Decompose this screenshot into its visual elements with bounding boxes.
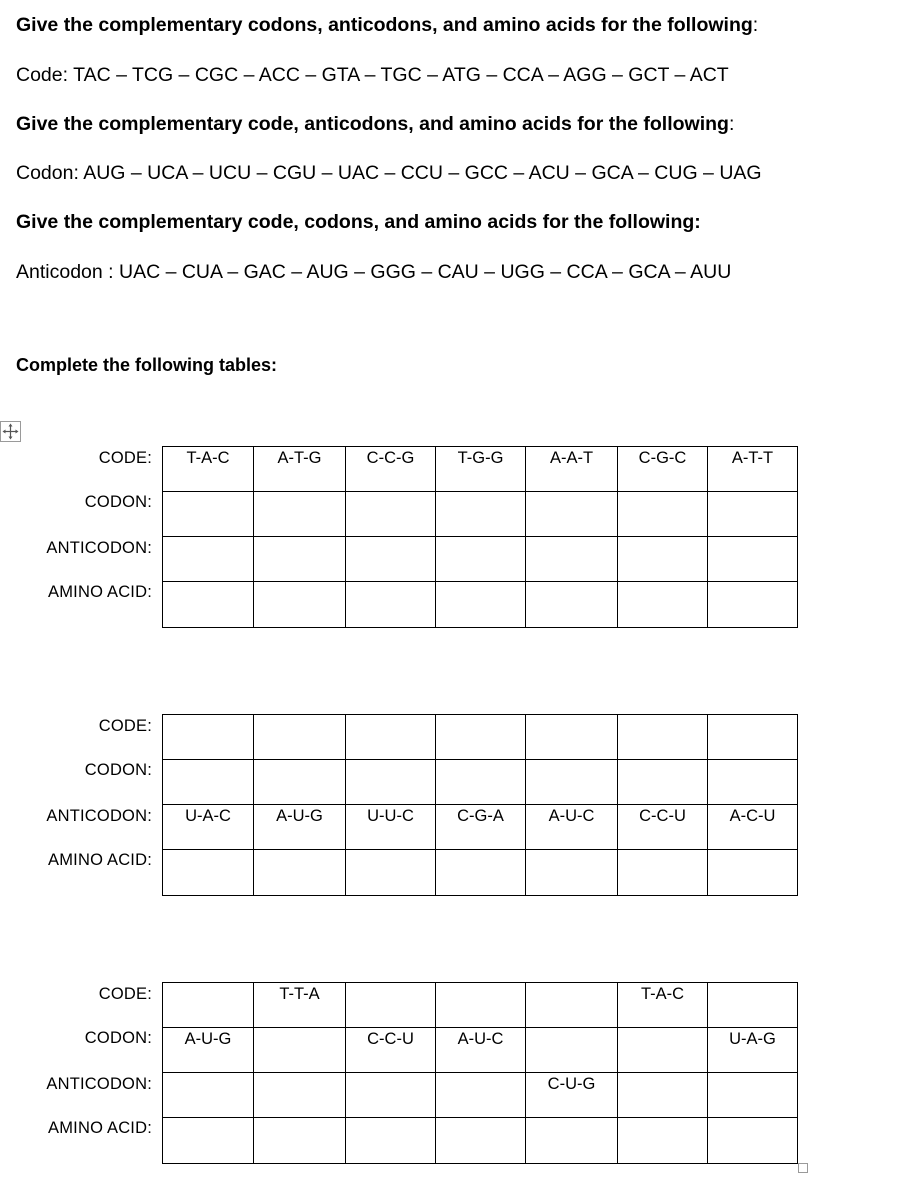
table-cell[interactable] — [436, 760, 526, 805]
anticodon-sequence: Anticodon : UAC – CUA – GAC – AUG – GGG – CAU – UGG – CCA – GCA – AUU — [16, 261, 732, 283]
table3-label-anticodon: ANTICODON: — [46, 1075, 152, 1093]
table2-row-anticodon — [163, 805, 798, 850]
table-cell[interactable] — [436, 537, 526, 582]
table-cell[interactable] — [346, 850, 436, 896]
table-cell[interactable] — [708, 850, 798, 896]
table-cell[interactable] — [163, 850, 254, 896]
table-cell[interactable]: C-U-G — [526, 1073, 618, 1118]
table-cell[interactable] — [346, 1118, 436, 1164]
table-cell[interactable]: C-C-G — [346, 447, 436, 492]
table-cell[interactable] — [618, 1028, 708, 1073]
instruction-heading-2-text: Give the complementary code, anticodons, and amino acids for the following — [16, 113, 729, 135]
table1-label-anticodon: ANTICODON: — [46, 539, 152, 557]
table-cell[interactable] — [526, 492, 618, 537]
table-cell[interactable] — [254, 537, 346, 582]
table1-label-code: CODE: — [98, 449, 152, 467]
table-cell[interactable] — [618, 492, 708, 537]
table-cell[interactable] — [346, 715, 436, 760]
instruction-heading-1 — [16, 14, 758, 37]
table-cell[interactable]: A-T-T — [708, 447, 798, 492]
table-cell[interactable] — [436, 850, 526, 896]
table2-label-codon: CODON: — [84, 761, 152, 779]
table-cell[interactable] — [346, 760, 436, 805]
table-cell[interactable] — [254, 850, 346, 896]
table-1 — [162, 446, 798, 628]
table-cell[interactable] — [618, 537, 708, 582]
table-cell[interactable]: C-C-U — [346, 1028, 436, 1073]
table-cell[interactable] — [708, 492, 798, 537]
table-cell[interactable]: C-G-A — [436, 805, 526, 850]
table-cell[interactable]: C-G-C — [618, 447, 708, 492]
instruction-heading-1-colon: : — [752, 14, 759, 36]
table-cell[interactable] — [163, 983, 254, 1028]
table-cell[interactable] — [346, 537, 436, 582]
table-cell[interactable]: T-A-C — [618, 983, 708, 1028]
table2-row-code — [163, 715, 798, 760]
table-cell[interactable] — [708, 537, 798, 582]
table-cell[interactable] — [708, 715, 798, 760]
table2-label-amino-acid: AMINO ACID: — [48, 851, 152, 869]
codon-sequence: Codon: AUG – UCA – UCU – CGU – UAC – CCU – GCC – ACU – GCA – CUG – UAG — [16, 162, 762, 184]
instruction-heading-2 — [16, 113, 734, 136]
table-cell[interactable]: A-U-C — [526, 805, 618, 850]
table-cell[interactable] — [436, 983, 526, 1028]
table1-row-amino-acid — [163, 582, 798, 628]
table-cell[interactable] — [526, 582, 618, 628]
table-2 — [162, 714, 798, 896]
table-cell[interactable] — [708, 983, 798, 1028]
table-cell[interactable] — [346, 492, 436, 537]
table-cell[interactable] — [254, 1028, 346, 1073]
table1-label-amino-acid: AMINO ACID: — [48, 583, 152, 601]
instruction-heading-3: Give the complementary code, codons, and amino acids for the following: — [16, 211, 701, 233]
table-cell[interactable] — [346, 1073, 436, 1118]
table-cell[interactable] — [436, 1118, 526, 1164]
table-cell[interactable] — [346, 582, 436, 628]
table-cell[interactable]: U-A-C — [163, 805, 254, 850]
table-cell[interactable] — [254, 1118, 346, 1164]
instruction-heading-2-colon: : — [728, 113, 735, 135]
table-cell[interactable] — [526, 850, 618, 896]
table-cell[interactable] — [163, 715, 254, 760]
table-cell[interactable] — [346, 983, 436, 1028]
table-cell[interactable]: U-U-C — [346, 805, 436, 850]
table-cell[interactable]: A-A-T — [526, 447, 618, 492]
table-move-handle[interactable] — [0, 421, 21, 442]
table2-row-codon — [163, 760, 798, 805]
table2-label-anticodon: ANTICODON: — [46, 807, 152, 825]
table-cell[interactable]: T-A-C — [163, 447, 254, 492]
table-cell[interactable]: A-C-U — [708, 805, 798, 850]
table-cell[interactable] — [254, 492, 346, 537]
table-cell[interactable] — [526, 760, 618, 805]
table-cell[interactable] — [526, 715, 618, 760]
table-cell[interactable]: A-T-G — [254, 447, 346, 492]
table-cell[interactable] — [163, 1118, 254, 1164]
table-cell[interactable] — [163, 537, 254, 582]
table-cell[interactable] — [254, 715, 346, 760]
table3-row-amino-acid — [163, 1118, 798, 1164]
table-cell[interactable] — [254, 760, 346, 805]
table-cell[interactable] — [618, 1118, 708, 1164]
table-cell[interactable] — [163, 760, 254, 805]
table3-row-codon — [163, 1028, 798, 1073]
table-cell[interactable] — [254, 582, 346, 628]
table3-row-code — [163, 983, 798, 1028]
table-cell[interactable] — [618, 715, 708, 760]
table-cell[interactable] — [708, 760, 798, 805]
table-cell[interactable] — [526, 537, 618, 582]
table-cell[interactable] — [436, 1073, 526, 1118]
table-cell[interactable]: C-C-U — [618, 805, 708, 850]
table-cell[interactable] — [163, 1073, 254, 1118]
table-3 — [162, 982, 798, 1164]
table-resize-handle[interactable] — [798, 1163, 808, 1173]
table-cell[interactable]: T-G-G — [436, 447, 526, 492]
table-cell[interactable] — [708, 1073, 798, 1118]
table-cell[interactable] — [618, 850, 708, 896]
table-cell[interactable]: U-A-G — [708, 1028, 798, 1073]
table3-label-amino-acid: AMINO ACID: — [48, 1119, 152, 1137]
table-cell[interactable] — [618, 1073, 708, 1118]
table1-row-anticodon — [163, 537, 798, 582]
table-cell[interactable] — [163, 492, 254, 537]
table2-label-code: CODE: — [98, 717, 152, 735]
move-arrows-icon — [1, 422, 20, 441]
table-cell[interactable] — [618, 760, 708, 805]
table-cell[interactable]: A-U-C — [436, 1028, 526, 1073]
table-cell[interactable] — [254, 1073, 346, 1118]
table-cell[interactable] — [708, 582, 798, 628]
instruction-heading-1-text: Give the complementary codons, anticodons, and amino acids for the following — [16, 14, 753, 36]
table-cell[interactable] — [436, 582, 526, 628]
table-cell[interactable] — [436, 492, 526, 537]
table-cell[interactable] — [526, 983, 618, 1028]
table3-label-codon: CODON: — [84, 1029, 152, 1047]
table3-row-anticodon — [163, 1073, 798, 1118]
table1-row-code — [163, 447, 798, 492]
table-cell[interactable] — [618, 582, 708, 628]
table-cell[interactable]: A-U-G — [163, 1028, 254, 1073]
table-cell[interactable] — [526, 1028, 618, 1073]
table-cell[interactable]: A-U-G — [254, 805, 346, 850]
table1-row-codon — [163, 492, 798, 537]
table2-row-amino-acid — [163, 850, 798, 896]
tables-heading: Complete the following tables: — [16, 355, 278, 375]
table3-label-code: CODE: — [98, 985, 152, 1003]
table-cell[interactable] — [708, 1118, 798, 1164]
table1-label-codon: CODON: — [84, 493, 152, 511]
table-cell[interactable] — [436, 715, 526, 760]
table-cell[interactable] — [163, 582, 254, 628]
table-cell[interactable]: T-T-A — [254, 983, 346, 1028]
code-sequence: Code: TAC – TCG – CGC – ACC – GTA – TGC – ATG – CCA – AGG – GCT – ACT — [16, 64, 729, 86]
table-cell[interactable] — [526, 1118, 618, 1164]
